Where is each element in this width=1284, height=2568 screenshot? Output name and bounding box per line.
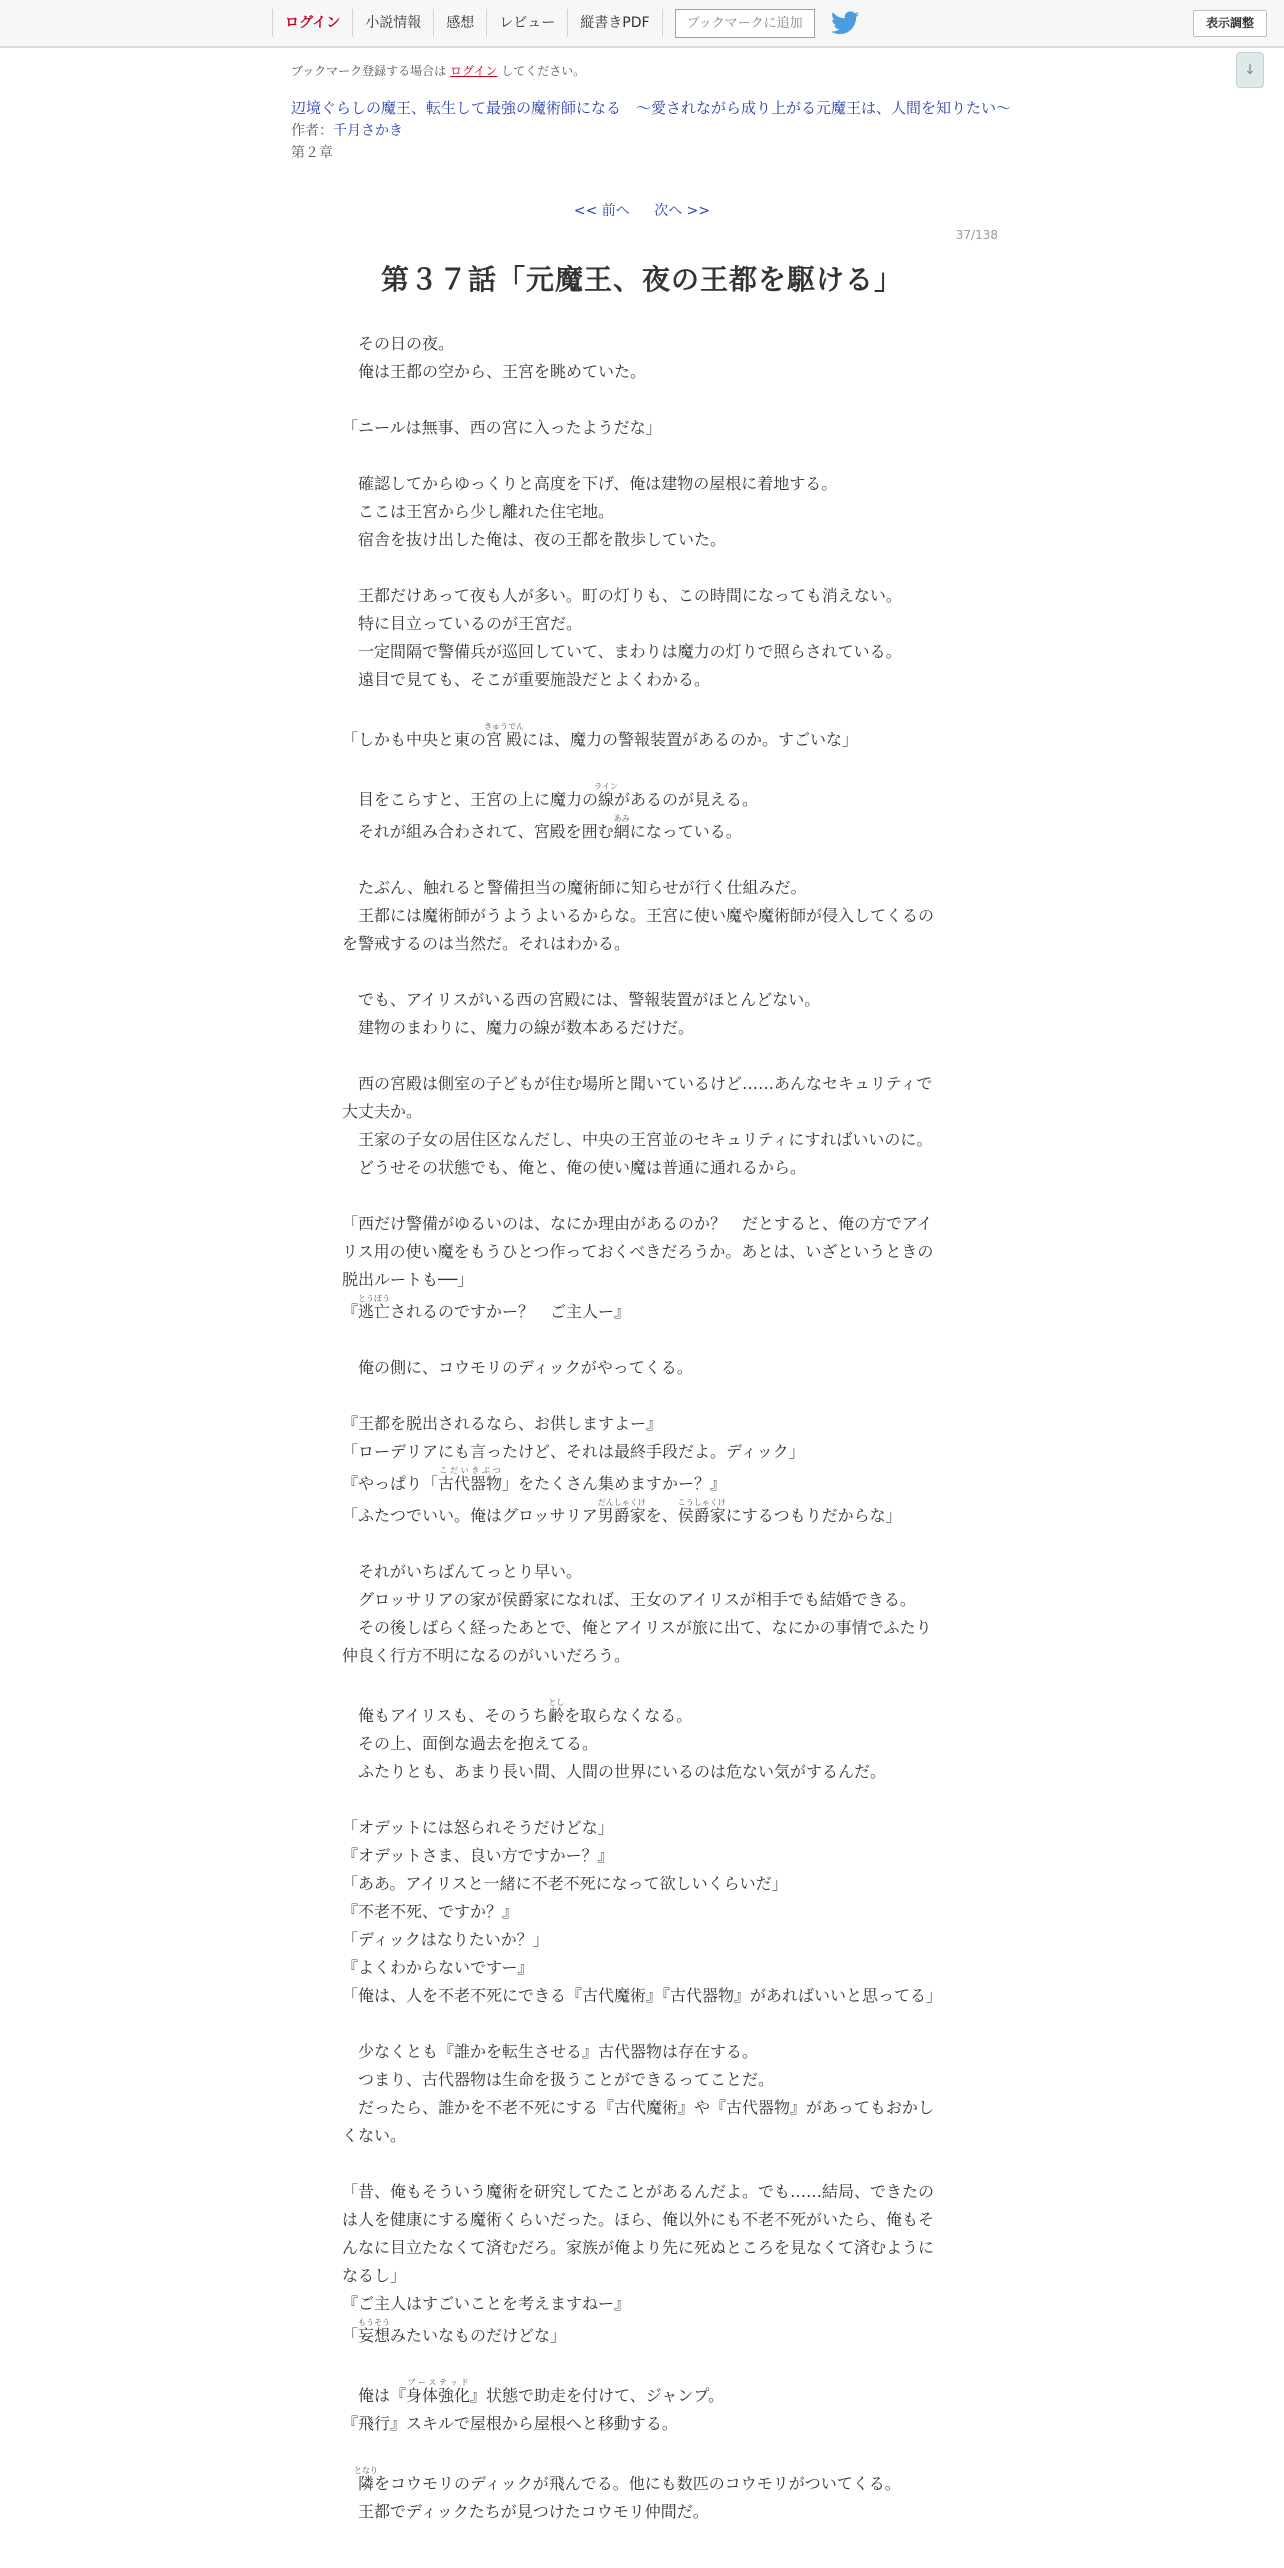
impressions-link[interactable]: 感想 (433, 9, 486, 37)
body-paragraph: 『オデットさま、良い方ですかー？』 (342, 1846, 614, 1865)
top-nav (272, 0, 859, 46)
login-link[interactable]: ログイン (272, 9, 352, 37)
body-paragraph: 目をこらすと、王宮の上に魔力の線ラインがあるのが見える。 (342, 782, 759, 809)
next-page-link[interactable]: 次へ >> (654, 203, 711, 219)
body-paragraph: 『不老不死、ですか？』 (342, 1902, 519, 1921)
blank-line (342, 1326, 942, 1354)
body-paragraph: 「ディックはなりたいか？」 (342, 1930, 549, 1949)
body-paragraph: 王都でディックたちが見つけたコウモリ仲間だ。 (342, 2502, 709, 2521)
top-header-bar (0, 0, 1284, 48)
author-line: 作者：千月さかき (291, 123, 403, 139)
body-paragraph: 「昔、俺もそういう魔術を研究してたことがあるんだよ。でも……結局、できたのは人を健康にする魔術くらいだった。ほら、俺以外にも不老不死がいたら、俺もそんなに目立たなくて済むだろ。家族が俺より先に死ぬところを見なくて済むようになるし」 (342, 2182, 935, 2285)
body-paragraph: 少なくとも『誰かを転生させる』古代器物は存在する。 (342, 2042, 759, 2061)
episode-counter: 37/138 (955, 228, 998, 242)
body-paragraph: 「俺は、人を不老不死にできる『古代魔術』『古代器物』があればいいと思ってる」 (342, 1986, 943, 2005)
body-paragraph: その日の夜。 (342, 334, 455, 353)
body-paragraph: ここは王宮から少し離れた住宅地。 (342, 502, 615, 521)
blank-line (342, 2150, 942, 2178)
body-paragraph: 『飛行』スキルで屋根から屋根へと移動する。 (342, 2414, 678, 2433)
blank-line (342, 442, 942, 470)
body-paragraph: 「西だけ警備がゆるいのは、なにか理由があるのか？ だとすると、俺の方でアイリス用の使い魔をもうひとつ作っておくべきだろうか。あとは、いざというときの脱出ルートも──」 (342, 1214, 934, 1289)
body-paragraph: 『よくわからないですー』 (342, 1958, 534, 1977)
body-paragraph: 「ニールは無事、西の宮に入ったようだな」 (342, 418, 662, 437)
body-paragraph: 隣となりをコウモリのディックが飛んでる。他にも数匹のコウモリがついてくる。 (354, 2466, 901, 2493)
blank-line (342, 2010, 942, 2038)
author-link[interactable]: 千月さかき (333, 123, 403, 139)
vertical-pdf-link[interactable]: 縦書きPDF (567, 9, 662, 37)
bookmark-login-link[interactable]: ログイン (450, 64, 498, 78)
twitter-bird-icon[interactable] (831, 11, 859, 35)
body-paragraph: 「オデットには怒られそうだけどな」 (342, 1818, 614, 1837)
body-paragraph: だったら、誰かを不老不死にする『古代魔術』や『古代器物』があってもおかしくない。 (342, 2098, 934, 2145)
body-paragraph: 「ローデリアにも言ったけど、それは最終手段だよ。ディック」 (342, 1442, 805, 1461)
body-paragraph: 一定間隔で警備兵が巡回していて、まわりは魔力の灯りで照らされている。 (342, 642, 902, 661)
body-paragraph: その上、面倒な過去を抱えてる。 (342, 1734, 599, 1753)
body-paragraph: でも、アイリスがいる西の宮殿には、警報装置がほとんどない。 (342, 990, 821, 1009)
body-paragraph: 『ご主人はすごいことを考えますねー』 (342, 2294, 631, 2313)
body-paragraph: 「ふたつでいい。俺はグロッサリア男爵家だんしゃくけを、侯爵家こうしゃくけにするつもりだからな」 (342, 1498, 902, 1525)
novel-body (342, 330, 942, 2526)
body-paragraph: 「しかも中央と東の宮殿きゅうでんには、魔力の警報装置があるのか。すごいな」 (342, 722, 859, 749)
body-paragraph: ふたりとも、あまり長い間、人間の世界にいるのは危ない気がするんだ。 (342, 1762, 887, 1781)
blank-line (342, 2438, 942, 2466)
body-paragraph: 王都だけあって夜も人が多い。町の灯りも、この時間になっても消えない。 (342, 586, 902, 605)
blank-line (342, 958, 942, 986)
blank-line (342, 1382, 942, 1410)
body-paragraph: 西の宮殿は側室の子どもが住む場所と聞いているけど……あんなセキュリティで大丈夫か。 (342, 1074, 933, 1121)
blank-line (342, 1530, 942, 1558)
bookmark-add-button[interactable]: ブックマークに追加 (675, 9, 815, 38)
body-paragraph: 俺は王都の空から、王宮を眺めていた。 (342, 362, 647, 381)
body-paragraph: それが組み合わされて、宮殿を囲む網あみになっている。 (342, 814, 742, 841)
display-settings-button[interactable]: 表示調整 (1193, 10, 1267, 37)
chapter-title: 第２章 (291, 145, 333, 161)
body-paragraph: 俺は『身体強化ブーステッド』状態で助走を付けて、ジャンプ。 (342, 2378, 725, 2405)
prev-page-link[interactable]: << 前へ (573, 203, 630, 219)
body-paragraph: 俺の側に、コウモリのディックがやってくる。 (342, 1358, 693, 1377)
blank-line (342, 846, 942, 874)
body-paragraph: グロッサリアの家が侯爵家になれば、王女のアイリスが相手でも結婚できる。 (342, 1590, 916, 1609)
body-paragraph: どうせその状態でも、俺と、俺の使い魔は普通に通れるから。 (342, 1158, 807, 1177)
blank-line (342, 1182, 942, 1210)
body-paragraph: 『逃亡とうぼうされるのですかー？ ご主人ー』 (342, 1294, 631, 1321)
novel-info-link[interactable]: 小説情報 (352, 9, 433, 37)
episode-title: 第３７話「元魔王、夜の王都を駆ける」 (380, 263, 903, 296)
body-paragraph: その後しばらく経ったあとで、俺とアイリスが旅に出て、なにかの事情でふたり仲良く行方不明になるのがいいだろう。 (342, 1618, 932, 1665)
blank-line (342, 754, 942, 782)
body-paragraph: 特に目立っているのが王宮だ。 (342, 614, 583, 633)
body-paragraph: 『やっぱり「古代器物こだいきぶつ」をたくさん集めますかー？』 (342, 1466, 727, 1493)
body-paragraph: つまり、古代器物は生命を扱うことができるってことだ。 (342, 2070, 775, 2089)
bookmark-note: ブックマーク登録する場合は ログイン してください。 (291, 64, 586, 78)
blank-line (342, 554, 942, 582)
pager (0, 200, 1284, 220)
body-paragraph: 王家の子女の居住区なんだし、中央の王宮並のセキュリティにすればいいのに。 (342, 1130, 933, 1149)
body-paragraph: それがいちばんてっとり早い。 (342, 1562, 583, 1581)
novel-info (291, 60, 1011, 164)
scroll-down-button[interactable]: ↓ (1236, 52, 1264, 88)
body-paragraph: 王都には魔術師がうようよいるからな。王宮に使い魔や魔術師が侵入してくるのを警戒するのは当然だ。それはわかる。 (342, 906, 935, 953)
blank-line (342, 2350, 942, 2378)
body-paragraph: 『王都を脱出されるなら、お供しますよー』 (342, 1414, 663, 1433)
body-paragraph: 「ああ。アイリスと一緒に不老不死になって欲しいくらいだ」 (342, 1874, 788, 1893)
body-paragraph: 確認してからゆっくりと高度を下げ、俺は建物の屋根に着地する。 (342, 474, 838, 493)
blank-line (342, 1786, 942, 1814)
blank-line (342, 1042, 942, 1070)
body-paragraph: 宿舎を抜け出した俺は、夜の王都を散歩していた。 (342, 530, 727, 549)
novel-title-link[interactable]: 辺境ぐらしの魔王、転生して最強の魔術師になる 〜愛されながら成り上がる元魔王は、人間を知りたい〜 (291, 99, 1012, 117)
blank-line (342, 386, 942, 414)
body-paragraph: 建物のまわりに、魔力の線が数本あるだけだ。 (342, 1018, 695, 1037)
review-link[interactable]: レビュー (486, 9, 567, 37)
body-paragraph: 「妄想もうそうみたいなものだけどな」 (342, 2318, 567, 2345)
body-paragraph: たぶん、触れると警備担当の魔術師に知らせが行く仕組みだ。 (342, 878, 807, 897)
blank-line (342, 1670, 942, 1698)
body-paragraph: 遠目で見ても、そこが重要施設だとよくわかる。 (342, 670, 711, 689)
blank-line (342, 694, 942, 722)
body-paragraph: 俺もアイリスも、そのうち齢としを取らなくなる。 (342, 1698, 693, 1725)
